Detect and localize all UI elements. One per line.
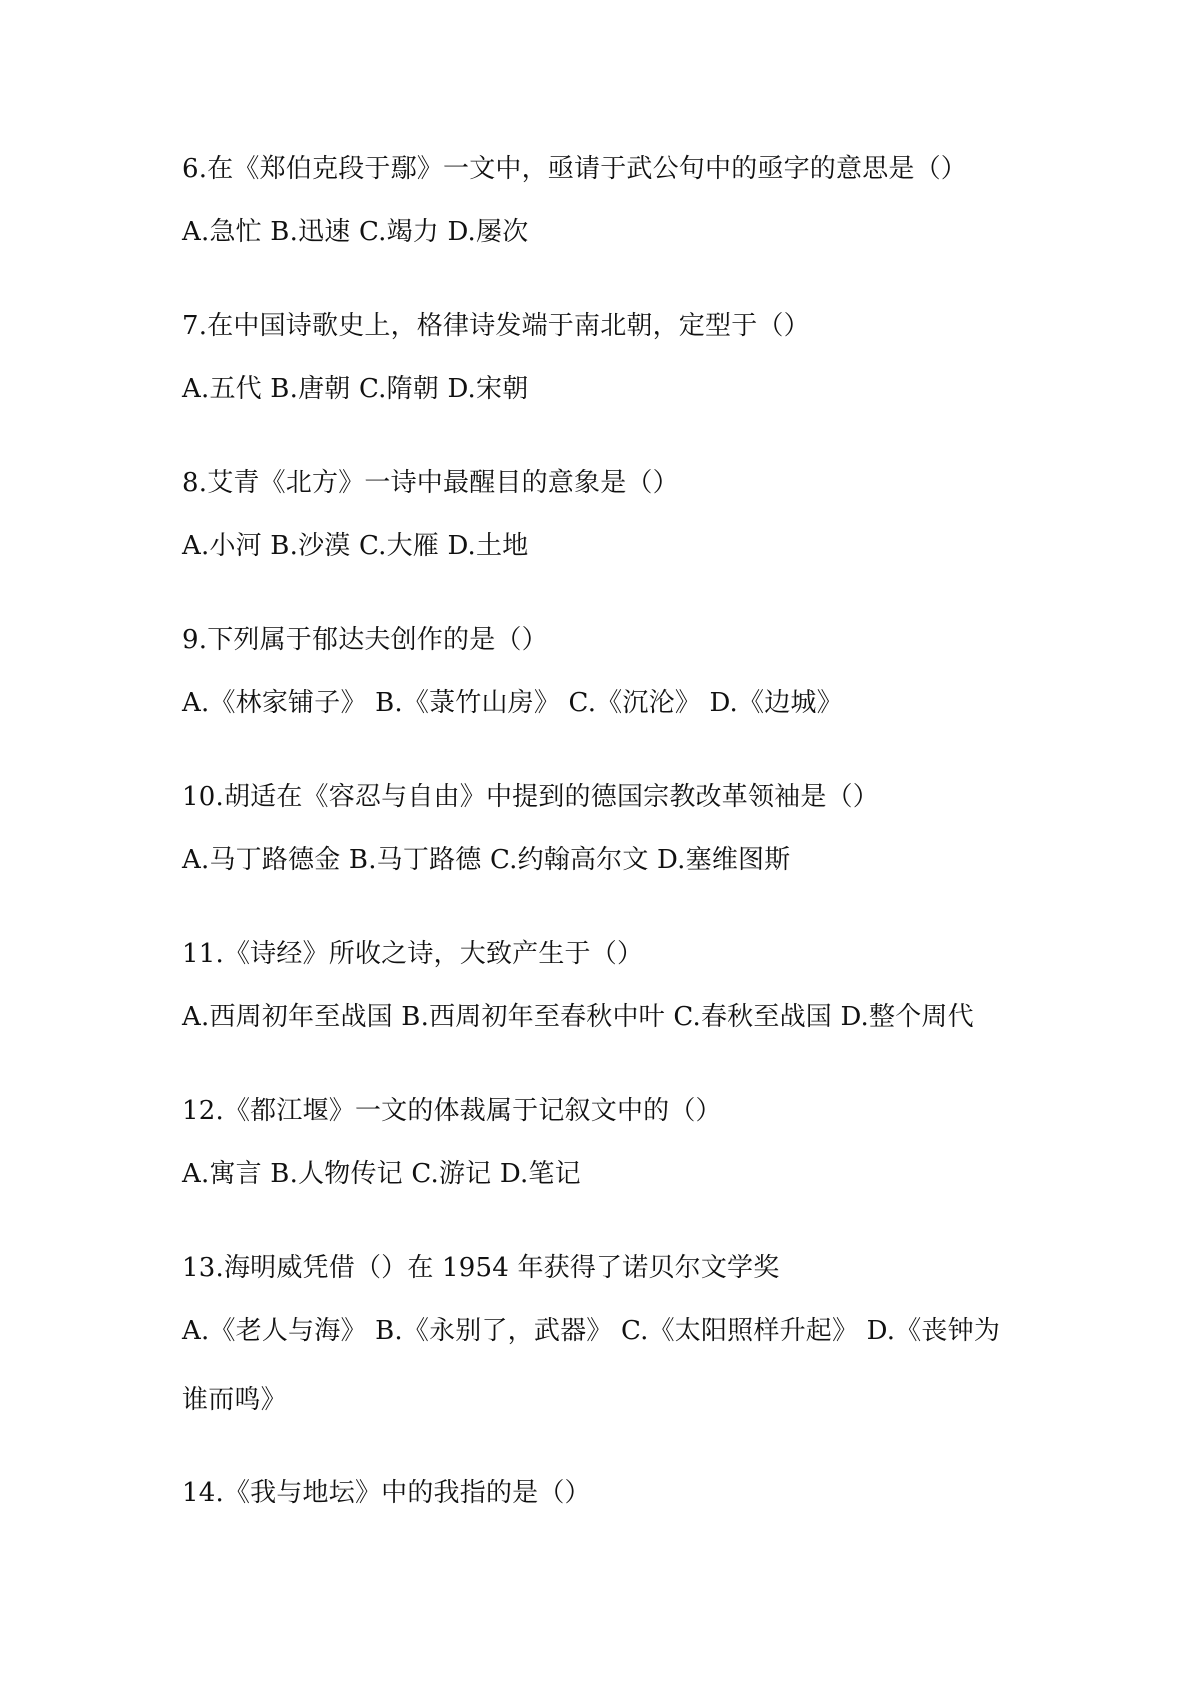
question-13-options-continued: 谁而鸣》 <box>182 1385 287 1415</box>
question-11-stem: 11.《诗经》所收之诗，大致产生于（） <box>182 939 644 969</box>
question-12-stem: 12.《都江堰》一文的体裁属于记叙文中的（） <box>182 1096 722 1126</box>
question-14-stem: 14.《我与地坛》中的我指的是（） <box>182 1478 591 1508</box>
question-7-stem: 7.在中国诗歌史上，格律诗发端于南北朝，定型于（） <box>182 311 810 341</box>
question-9-options: A.《林家铺子》 B.《菉竹山房》 C.《沉沦》 D.《边城》 <box>182 688 843 718</box>
question-8-stem: 8.艾青《北方》一诗中最醒目的意象是（） <box>182 468 679 498</box>
question-12-options: A.寓言 B.人物传记 C.游记 D.笔记 <box>182 1159 581 1189</box>
question-6-stem: 6.在《郑伯克段于鄢》一文中，亟请于武公句中的亟字的意思是（） <box>182 154 968 184</box>
question-13-options: A.《老人与海》 B.《永别了，武器》 C.《太阳照样升起》 D.《丧钟为 <box>182 1316 1001 1346</box>
question-8-options: A.小河 B.沙漠 C.大雁 D.土地 <box>182 531 529 561</box>
question-13-stem: 13.海明威凭借（）在 1954 年获得了诺贝尔文学奖 <box>182 1253 780 1283</box>
question-10-stem: 10.胡适在《容忍与自由》中提到的德国宗教改革领袖是（） <box>182 782 879 812</box>
question-11-options: A.西周初年至战国 B.西周初年至春秋中叶 C.春秋至战国 D.整个周代 <box>182 1002 974 1032</box>
question-6-options: A.急忙 B.迅速 C.竭力 D.屡次 <box>182 217 529 247</box>
question-7-options: A.五代 B.唐朝 C.隋朝 D.宋朝 <box>182 374 529 404</box>
question-9-stem: 9.下列属于郁达夫创作的是（） <box>182 625 548 655</box>
question-10-options: A.马丁路德金 B.马丁路德 C.约翰高尔文 D.塞维图斯 <box>182 845 791 875</box>
